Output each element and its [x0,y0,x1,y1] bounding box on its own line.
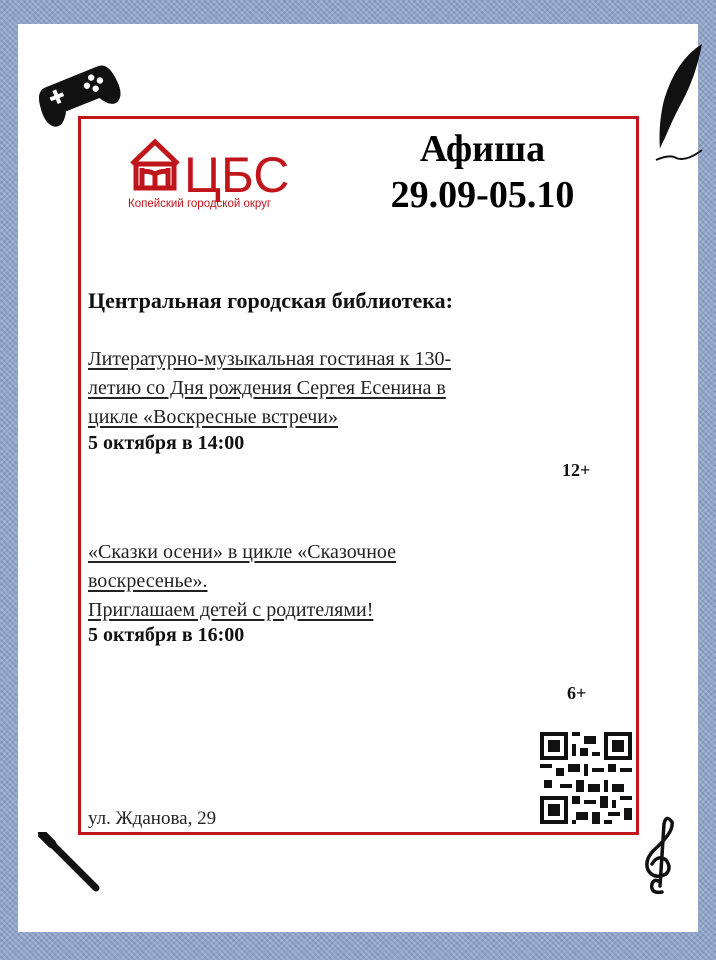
event-line: Приглашаем детей с родителями! [88,599,374,621]
logo-caption: Копейский городской округ [128,198,272,210]
library-heading: Центральная городская библиотека: [88,288,453,313]
event-line: Литературно-музыкальная гостиная к 130- [88,348,452,370]
quill-icon [646,40,710,164]
age-rating: 6+ [567,683,587,703]
poster-title-block [360,126,605,218]
library-address: ул. Жданова, 29 [88,808,217,829]
age-rating: 12+ [562,460,591,480]
logo-name: ЦБС [184,147,290,203]
event-line: летию со Дня рождения Сергея Есенина в [88,377,446,399]
event-line: «Сказки осени» в цикле «Сказочное [88,541,397,563]
event-line: воскресенье». [88,570,208,592]
poster-frame [78,116,639,835]
event-line: цикле «Воскресные встречи» [88,406,339,428]
event-description [88,538,588,625]
treble-clef-icon [640,816,680,896]
event-date: 5 октября в 16:00 [88,624,245,646]
event-date: 5 октября в 14:00 [88,432,245,454]
event-description [88,345,588,432]
poster-title: Афиша [419,128,546,170]
qr-code-icon [540,732,632,824]
poster-dates: 29.09-05.10 [390,174,575,216]
paintbrush-icon [38,832,104,894]
